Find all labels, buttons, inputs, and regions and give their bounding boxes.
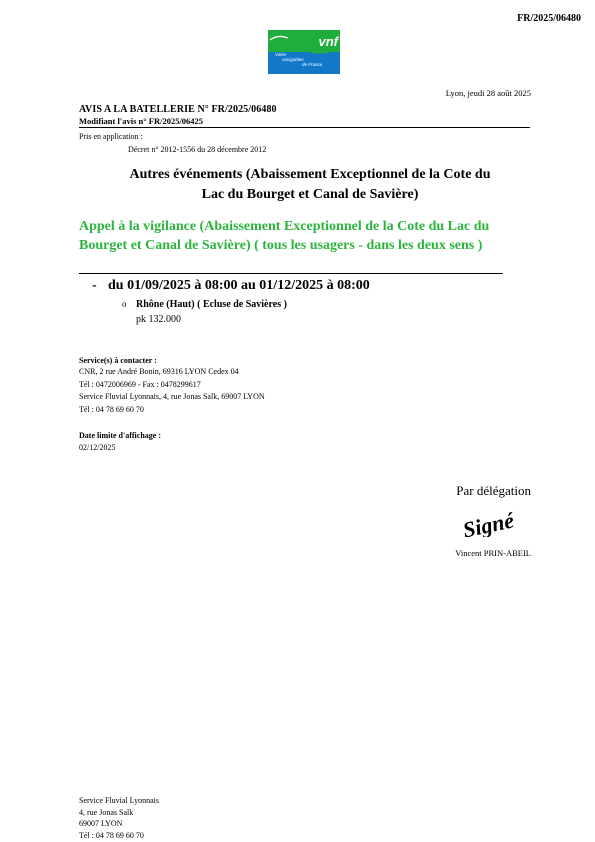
delegation-text: Par délégation <box>456 483 531 498</box>
modifies-notice: Modifiant l'avis n° FR/2025/06425 <box>79 116 204 126</box>
header-divider <box>79 127 530 128</box>
contact-line: Service Fluvial Lyonnais, 4, rue Jonas Salk, 69007 LYON <box>79 392 265 401</box>
vigilance-divider <box>79 273 503 274</box>
signature-text: Signé <box>460 507 517 537</box>
signature-graphic <box>460 505 530 537</box>
notice-reference: FR/2025/06480 <box>517 13 581 24</box>
footer-line: 4, rue Jonas Salk <box>79 807 134 817</box>
decree-reference: Décret n° 2012-1556 du 28 décembre 2012 <box>128 145 267 154</box>
logo-wordmark: vnf <box>318 34 338 49</box>
footer-address <box>79 795 159 841</box>
signatory-name: Vincent PRIN-ABEIL <box>455 548 531 558</box>
signature-stamp <box>460 505 530 537</box>
logo-subtitle-line-1: Voies <box>275 52 287 57</box>
display-limit-date: 02/12/2025 <box>79 443 116 452</box>
application-label: Pris en application : <box>79 132 143 141</box>
logo-subtitle-line-2: navigables <box>282 57 304 62</box>
vnf-logo <box>268 30 340 74</box>
logo-subtitle-line-3: de France <box>302 62 323 67</box>
bullet-icon: o <box>122 299 127 309</box>
event-title: Autres événements (Abaissement Exceptionnel de la Cote du Lac du Bourget et Canal de Savière) <box>129 167 491 202</box>
footer-line: Tél : 04 78 69 60 70 <box>79 830 144 840</box>
period-dash: - <box>92 278 97 293</box>
event-period <box>92 278 370 294</box>
display-limit-label: Date limite d'affichage : <box>79 431 161 440</box>
kilometer-point: pk 132.000 <box>136 314 181 325</box>
contact-line: Tél : 0472006969 - Fax : 0478299617 <box>79 379 201 389</box>
vigilance-notice: Appel à la vigilance (Abaissement Exceptionnel de la Cote du Lac du Bourget et Canal de Savière) ( tous les usagers - dans les deux sens ) <box>79 219 490 253</box>
contacts-block <box>79 366 265 416</box>
notice-date: Lyon, jeudi 28 août 2025 <box>445 88 531 98</box>
contact-line: CNR, 2 rue André Bonin, 69316 LYON Cedex 04 <box>79 367 239 376</box>
footer-line: Service Fluvial Lyonnais <box>79 796 159 805</box>
period-text: du 01/09/2025 à 08:00 au 01/12/2025 à 08:00 <box>108 278 370 293</box>
notice-title: AVIS A LA BATELLERIE N° FR/2025/06480 <box>79 104 277 115</box>
location-name: Rhône (Haut) ( Ecluse de Savières ) <box>136 299 287 310</box>
contact-line: Tél : 04 78 69 60 70 <box>79 404 144 414</box>
footer-line: 69007 LYON <box>79 819 123 828</box>
location-item <box>122 299 287 310</box>
contacts-label: Service(s) à contacter : <box>79 356 157 365</box>
